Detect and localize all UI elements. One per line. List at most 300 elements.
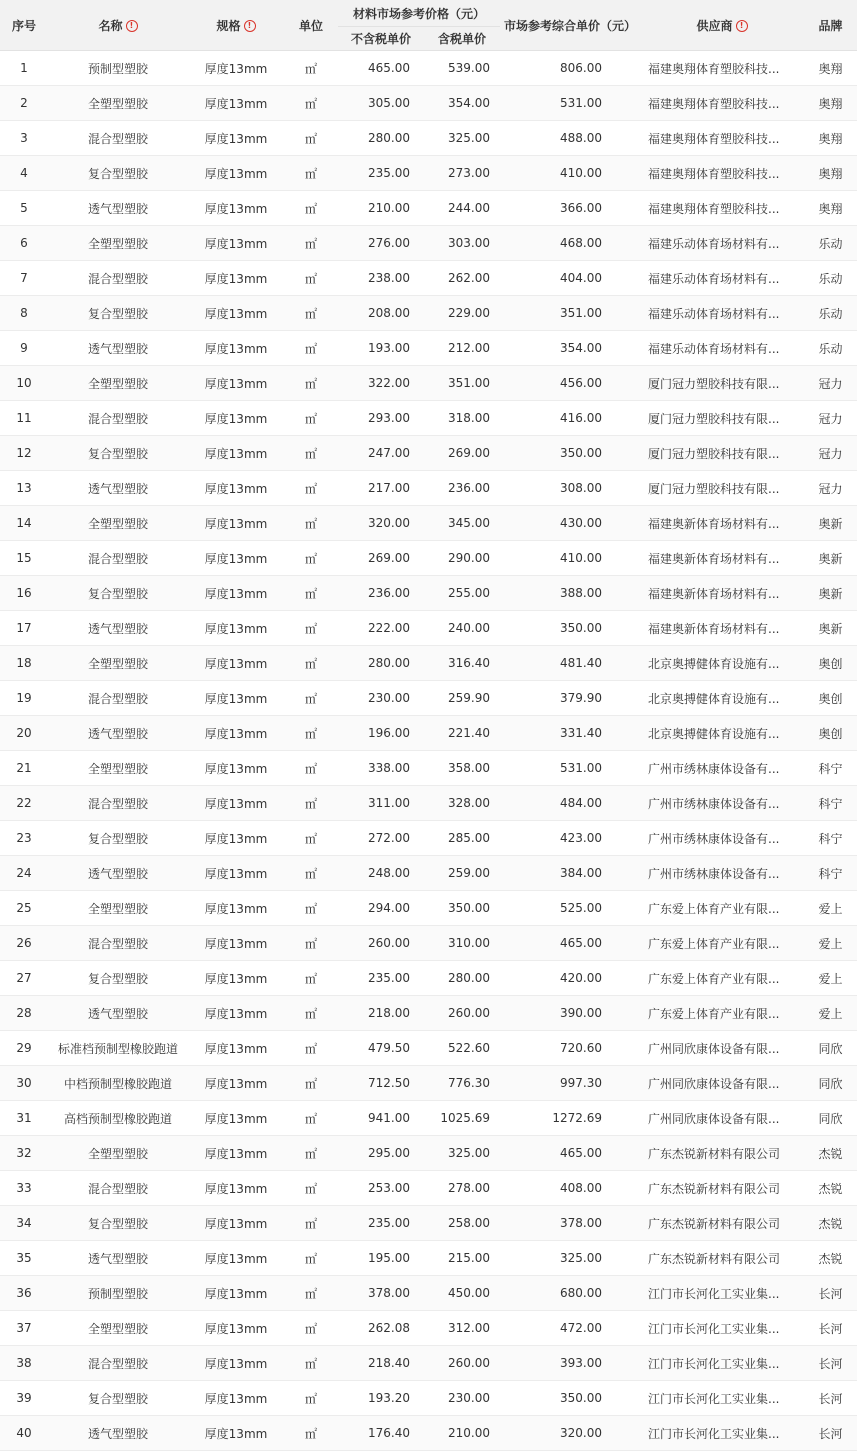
table-row [0, 716, 857, 751]
cell-price-incl-tax: 351.00 [424, 366, 500, 401]
cell-unit: ㎡ [284, 226, 338, 261]
cell-brand: 乐动 [804, 296, 857, 331]
cell-unit: ㎡ [284, 1276, 338, 1311]
cell-brand: 乐动 [804, 261, 857, 296]
cell-price-incl-tax: 310.00 [424, 926, 500, 961]
cell-composite-price: 388.00 [500, 576, 640, 611]
cell-unit: ㎡ [284, 121, 338, 156]
cell-index: 12 [0, 436, 48, 471]
table-row [0, 996, 857, 1031]
cell-unit: ㎡ [284, 1101, 338, 1136]
cell-price-excl-tax: 235.00 [338, 961, 424, 996]
cell-index: 38 [0, 1346, 48, 1381]
cell-brand: 冠力 [804, 436, 857, 471]
cell-spec: 厚度13mm [188, 156, 284, 191]
cell-spec: 厚度13mm [188, 996, 284, 1031]
cell-brand: 爱上 [804, 961, 857, 996]
cell-price-incl-tax: 312.00 [424, 1311, 500, 1346]
cell-spec: 厚度13mm [188, 86, 284, 121]
cell-price-excl-tax: 280.00 [338, 121, 424, 156]
cell-spec: 厚度13mm [188, 506, 284, 541]
cell-price-excl-tax: 269.00 [338, 541, 424, 576]
cell-name: 混合型塑胶 [48, 786, 188, 821]
cell-spec: 厚度13mm [188, 1311, 284, 1346]
cell-brand: 奥翔 [804, 156, 857, 191]
cell-index: 23 [0, 821, 48, 856]
cell-unit: ㎡ [284, 751, 338, 786]
table-row [0, 576, 857, 611]
cell-name: 标准档预制型橡胶跑道 [48, 1031, 188, 1066]
table-row [0, 1136, 857, 1171]
cell-price-excl-tax: 712.50 [338, 1066, 424, 1101]
cell-supplier: 厦门冠力塑胶科技有限... [640, 401, 804, 436]
cell-index: 36 [0, 1276, 48, 1311]
table-row [0, 51, 857, 86]
cell-name: 全塑型塑胶 [48, 366, 188, 401]
cell-brand: 爱上 [804, 926, 857, 961]
header-brand: 品牌 [804, 0, 857, 51]
cell-spec: 厚度13mm [188, 716, 284, 751]
cell-brand: 冠力 [804, 471, 857, 506]
header-composite-price: 市场参考综合单价（元） [500, 0, 640, 51]
cell-price-excl-tax: 260.00 [338, 926, 424, 961]
cell-composite-price: 488.00 [500, 121, 640, 156]
cell-spec: 厚度13mm [188, 121, 284, 156]
cell-price-incl-tax: 303.00 [424, 226, 500, 261]
cell-supplier: 广东爱上体育产业有限... [640, 961, 804, 996]
cell-brand: 同欣 [804, 1031, 857, 1066]
cell-index: 8 [0, 296, 48, 331]
cell-name: 透气型塑胶 [48, 331, 188, 366]
cell-name: 全塑型塑胶 [48, 646, 188, 681]
header-material-price-group: 材料市场参考价格（元） [338, 0, 500, 27]
cell-price-excl-tax: 253.00 [338, 1171, 424, 1206]
cell-index: 3 [0, 121, 48, 156]
cell-brand: 奥翔 [804, 86, 857, 121]
cell-price-incl-tax: 210.00 [424, 1416, 500, 1451]
cell-price-excl-tax: 479.50 [338, 1031, 424, 1066]
cell-composite-price: 351.00 [500, 296, 640, 331]
cell-composite-price: 806.00 [500, 51, 640, 86]
cell-supplier: 福建乐动体育场材料有... [640, 261, 804, 296]
cell-price-incl-tax: 240.00 [424, 611, 500, 646]
cell-price-incl-tax: 776.30 [424, 1066, 500, 1101]
cell-supplier: 福建奥翔体育塑胶科技... [640, 156, 804, 191]
cell-supplier: 北京奥搏健体育设施有... [640, 716, 804, 751]
cell-price-incl-tax: 539.00 [424, 51, 500, 86]
cell-price-excl-tax: 465.00 [338, 51, 424, 86]
cell-supplier: 广东杰锐新材料有限公司 [640, 1206, 804, 1241]
cell-composite-price: 481.40 [500, 646, 640, 681]
table-row [0, 156, 857, 191]
cell-name: 全塑型塑胶 [48, 891, 188, 926]
header-supplier-label: 供应商 [696, 18, 733, 33]
cell-name: 复合型塑胶 [48, 961, 188, 996]
cell-brand: 乐动 [804, 331, 857, 366]
header-name[interactable] [48, 0, 188, 51]
cell-brand: 爱上 [804, 996, 857, 1031]
cell-unit: ㎡ [284, 1346, 338, 1381]
cell-brand: 科宁 [804, 856, 857, 891]
cell-index: 1 [0, 51, 48, 86]
cell-supplier: 福建奥新体育场材料有... [640, 506, 804, 541]
cell-index: 5 [0, 191, 48, 226]
cell-unit: ㎡ [284, 86, 338, 121]
cell-name: 预制型塑胶 [48, 1276, 188, 1311]
header-spec[interactable] [188, 0, 284, 51]
cell-brand: 同欣 [804, 1101, 857, 1136]
cell-unit: ㎡ [284, 926, 338, 961]
cell-index: 31 [0, 1101, 48, 1136]
cell-unit: ㎡ [284, 996, 338, 1031]
cell-price-incl-tax: 345.00 [424, 506, 500, 541]
cell-price-excl-tax: 262.08 [338, 1311, 424, 1346]
cell-price-incl-tax: 350.00 [424, 891, 500, 926]
cell-composite-price: 350.00 [500, 611, 640, 646]
cell-price-incl-tax: 212.00 [424, 331, 500, 366]
cell-composite-price: 531.00 [500, 751, 640, 786]
cell-unit: ㎡ [284, 576, 338, 611]
cell-composite-price: 408.00 [500, 1171, 640, 1206]
cell-unit: ㎡ [284, 51, 338, 86]
cell-composite-price: 465.00 [500, 1136, 640, 1171]
cell-composite-price: 720.60 [500, 1031, 640, 1066]
cell-spec: 厚度13mm [188, 471, 284, 506]
cell-name: 复合型塑胶 [48, 1206, 188, 1241]
table-row [0, 1381, 857, 1416]
cell-brand: 乐动 [804, 226, 857, 261]
cell-name: 复合型塑胶 [48, 576, 188, 611]
cell-index: 14 [0, 506, 48, 541]
table-body [0, 51, 857, 1451]
cell-composite-price: 1272.69 [500, 1101, 640, 1136]
cell-price-incl-tax: 325.00 [424, 1136, 500, 1171]
cell-index: 13 [0, 471, 48, 506]
cell-composite-price: 430.00 [500, 506, 640, 541]
table-row [0, 366, 857, 401]
cell-unit: ㎡ [284, 471, 338, 506]
cell-price-excl-tax: 320.00 [338, 506, 424, 541]
cell-composite-price: 423.00 [500, 821, 640, 856]
cell-unit: ㎡ [284, 891, 338, 926]
cell-name: 混合型塑胶 [48, 681, 188, 716]
cell-brand: 冠力 [804, 366, 857, 401]
cell-supplier: 北京奥搏健体育设施有... [640, 681, 804, 716]
cell-name: 混合型塑胶 [48, 541, 188, 576]
cell-price-excl-tax: 276.00 [338, 226, 424, 261]
cell-name: 混合型塑胶 [48, 121, 188, 156]
cell-spec: 厚度13mm [188, 401, 284, 436]
cell-spec: 厚度13mm [188, 541, 284, 576]
cell-brand: 奥创 [804, 646, 857, 681]
cell-brand: 奥新 [804, 611, 857, 646]
cell-spec: 厚度13mm [188, 1241, 284, 1276]
cell-price-excl-tax: 280.00 [338, 646, 424, 681]
cell-index: 18 [0, 646, 48, 681]
cell-brand: 长河 [804, 1381, 857, 1416]
cell-price-excl-tax: 235.00 [338, 156, 424, 191]
cell-name: 全塑型塑胶 [48, 86, 188, 121]
cell-price-incl-tax: 354.00 [424, 86, 500, 121]
cell-price-excl-tax: 248.00 [338, 856, 424, 891]
cell-supplier: 江门市长河化工实业集... [640, 1276, 804, 1311]
cell-spec: 厚度13mm [188, 1066, 284, 1101]
cell-supplier: 福建奥新体育场材料有... [640, 576, 804, 611]
cell-composite-price: 390.00 [500, 996, 640, 1031]
cell-spec: 厚度13mm [188, 786, 284, 821]
cell-composite-price: 308.00 [500, 471, 640, 506]
cell-spec: 厚度13mm [188, 261, 284, 296]
header-supplier[interactable] [640, 0, 804, 51]
cell-supplier: 福建奥新体育场材料有... [640, 611, 804, 646]
cell-name: 复合型塑胶 [48, 296, 188, 331]
cell-brand: 杰锐 [804, 1241, 857, 1276]
cell-brand: 奥新 [804, 541, 857, 576]
cell-composite-price: 410.00 [500, 541, 640, 576]
cell-price-excl-tax: 218.00 [338, 996, 424, 1031]
cell-name: 复合型塑胶 [48, 156, 188, 191]
cell-brand: 长河 [804, 1346, 857, 1381]
cell-unit: ㎡ [284, 646, 338, 681]
cell-brand: 奥新 [804, 506, 857, 541]
cell-spec: 厚度13mm [188, 296, 284, 331]
cell-brand: 长河 [804, 1416, 857, 1451]
cell-index: 11 [0, 401, 48, 436]
info-icon[interactable]: ! [126, 20, 138, 32]
cell-price-excl-tax: 235.00 [338, 1206, 424, 1241]
cell-composite-price: 468.00 [500, 226, 640, 261]
cell-composite-price: 354.00 [500, 331, 640, 366]
cell-spec: 厚度13mm [188, 1171, 284, 1206]
cell-price-incl-tax: 318.00 [424, 401, 500, 436]
cell-spec: 厚度13mm [188, 681, 284, 716]
cell-index: 2 [0, 86, 48, 121]
cell-price-excl-tax: 217.00 [338, 471, 424, 506]
cell-name: 全塑型塑胶 [48, 1311, 188, 1346]
cell-index: 29 [0, 1031, 48, 1066]
cell-price-incl-tax: 236.00 [424, 471, 500, 506]
table-row [0, 1346, 857, 1381]
cell-price-incl-tax: 229.00 [424, 296, 500, 331]
cell-price-incl-tax: 244.00 [424, 191, 500, 226]
cell-index: 32 [0, 1136, 48, 1171]
table-row [0, 1416, 857, 1451]
cell-price-excl-tax: 305.00 [338, 86, 424, 121]
cell-index: 25 [0, 891, 48, 926]
cell-unit: ㎡ [284, 401, 338, 436]
table-row [0, 261, 857, 296]
cell-price-excl-tax: 378.00 [338, 1276, 424, 1311]
cell-spec: 厚度13mm [188, 366, 284, 401]
cell-supplier: 广州同欣康体设备有限... [640, 1101, 804, 1136]
cell-composite-price: 484.00 [500, 786, 640, 821]
table-row [0, 821, 857, 856]
cell-unit: ㎡ [284, 1416, 338, 1451]
cell-brand: 长河 [804, 1311, 857, 1346]
cell-unit: ㎡ [284, 1171, 338, 1206]
cell-composite-price: 350.00 [500, 1381, 640, 1416]
cell-composite-price: 384.00 [500, 856, 640, 891]
cell-spec: 厚度13mm [188, 576, 284, 611]
cell-brand: 奥新 [804, 576, 857, 611]
cell-spec: 厚度13mm [188, 751, 284, 786]
table-row [0, 786, 857, 821]
cell-price-incl-tax: 280.00 [424, 961, 500, 996]
cell-price-excl-tax: 294.00 [338, 891, 424, 926]
cell-unit: ㎡ [284, 1381, 338, 1416]
table-row [0, 681, 857, 716]
cell-spec: 厚度13mm [188, 1206, 284, 1241]
cell-supplier: 广东爱上体育产业有限... [640, 996, 804, 1031]
cell-name: 全塑型塑胶 [48, 1136, 188, 1171]
info-icon[interactable]: ! [244, 20, 256, 32]
cell-price-incl-tax: 255.00 [424, 576, 500, 611]
cell-supplier: 江门市长河化工实业集... [640, 1346, 804, 1381]
cell-spec: 厚度13mm [188, 1276, 284, 1311]
cell-supplier: 福建奥翔体育塑胶科技... [640, 86, 804, 121]
cell-supplier: 广州同欣康体设备有限... [640, 1031, 804, 1066]
cell-price-incl-tax: 316.40 [424, 646, 500, 681]
cell-spec: 厚度13mm [188, 926, 284, 961]
table-header [0, 0, 857, 51]
cell-unit: ㎡ [284, 331, 338, 366]
cell-brand: 奥创 [804, 716, 857, 751]
cell-name: 混合型塑胶 [48, 261, 188, 296]
cell-price-excl-tax: 238.00 [338, 261, 424, 296]
table-row [0, 1206, 857, 1241]
cell-price-excl-tax: 272.00 [338, 821, 424, 856]
cell-name: 复合型塑胶 [48, 1381, 188, 1416]
table-row [0, 191, 857, 226]
cell-price-excl-tax: 311.00 [338, 786, 424, 821]
cell-price-incl-tax: 260.00 [424, 996, 500, 1031]
cell-price-incl-tax: 278.00 [424, 1171, 500, 1206]
cell-name: 透气型塑胶 [48, 611, 188, 646]
cell-index: 4 [0, 156, 48, 191]
cell-brand: 科宁 [804, 821, 857, 856]
table-row [0, 1066, 857, 1101]
cell-unit: ㎡ [284, 541, 338, 576]
table-row [0, 856, 857, 891]
cell-composite-price: 680.00 [500, 1276, 640, 1311]
cell-composite-price: 379.90 [500, 681, 640, 716]
cell-composite-price: 331.40 [500, 716, 640, 751]
cell-index: 35 [0, 1241, 48, 1276]
table-row [0, 86, 857, 121]
cell-index: 20 [0, 716, 48, 751]
cell-price-excl-tax: 208.00 [338, 296, 424, 331]
table-row [0, 296, 857, 331]
cell-composite-price: 472.00 [500, 1311, 640, 1346]
cell-price-excl-tax: 193.00 [338, 331, 424, 366]
cell-brand: 杰锐 [804, 1136, 857, 1171]
cell-spec: 厚度13mm [188, 856, 284, 891]
cell-price-incl-tax: 290.00 [424, 541, 500, 576]
cell-price-excl-tax: 247.00 [338, 436, 424, 471]
cell-price-excl-tax: 210.00 [338, 191, 424, 226]
cell-price-excl-tax: 196.00 [338, 716, 424, 751]
cell-supplier: 广东爱上体育产业有限... [640, 891, 804, 926]
cell-name: 透气型塑胶 [48, 471, 188, 506]
cell-composite-price: 325.00 [500, 1241, 640, 1276]
cell-unit: ㎡ [284, 1136, 338, 1171]
cell-spec: 厚度13mm [188, 1346, 284, 1381]
cell-index: 39 [0, 1381, 48, 1416]
cell-composite-price: 393.00 [500, 1346, 640, 1381]
cell-spec: 厚度13mm [188, 1136, 284, 1171]
cell-composite-price: 531.00 [500, 86, 640, 121]
cell-unit: ㎡ [284, 821, 338, 856]
cell-price-incl-tax: 273.00 [424, 156, 500, 191]
table-row [0, 646, 857, 681]
cell-brand: 长河 [804, 1276, 857, 1311]
cell-index: 24 [0, 856, 48, 891]
cell-composite-price: 997.30 [500, 1066, 640, 1101]
cell-supplier: 广东杰锐新材料有限公司 [640, 1136, 804, 1171]
cell-brand: 奥翔 [804, 121, 857, 156]
cell-price-incl-tax: 325.00 [424, 121, 500, 156]
cell-unit: ㎡ [284, 961, 338, 996]
cell-price-incl-tax: 269.00 [424, 436, 500, 471]
cell-unit: ㎡ [284, 856, 338, 891]
cell-name: 透气型塑胶 [48, 1241, 188, 1276]
table-row [0, 751, 857, 786]
cell-price-excl-tax: 222.00 [338, 611, 424, 646]
cell-supplier: 福建奥新体育场材料有... [640, 541, 804, 576]
cell-spec: 厚度13mm [188, 1416, 284, 1451]
cell-supplier: 福建奥翔体育塑胶科技... [640, 121, 804, 156]
cell-price-excl-tax: 295.00 [338, 1136, 424, 1171]
cell-brand: 同欣 [804, 1066, 857, 1101]
cell-name: 中档预制型橡胶跑道 [48, 1066, 188, 1101]
cell-price-incl-tax: 221.40 [424, 716, 500, 751]
cell-unit: ㎡ [284, 786, 338, 821]
cell-supplier: 广东爱上体育产业有限... [640, 926, 804, 961]
cell-unit: ㎡ [284, 366, 338, 401]
header-name-label: 名称 [98, 18, 123, 33]
cell-price-incl-tax: 1025.69 [424, 1101, 500, 1136]
info-icon[interactable]: ! [736, 20, 748, 32]
cell-composite-price: 465.00 [500, 926, 640, 961]
cell-spec: 厚度13mm [188, 331, 284, 366]
cell-price-incl-tax: 262.00 [424, 261, 500, 296]
cell-price-incl-tax: 215.00 [424, 1241, 500, 1276]
cell-name: 混合型塑胶 [48, 1171, 188, 1206]
cell-brand: 爱上 [804, 891, 857, 926]
cell-price-incl-tax: 358.00 [424, 751, 500, 786]
cell-unit: ㎡ [284, 1241, 338, 1276]
cell-supplier: 北京奥搏健体育设施有... [640, 646, 804, 681]
cell-name: 透气型塑胶 [48, 996, 188, 1031]
cell-unit: ㎡ [284, 1311, 338, 1346]
cell-unit: ㎡ [284, 191, 338, 226]
cell-index: 7 [0, 261, 48, 296]
cell-spec: 厚度13mm [188, 1031, 284, 1066]
cell-price-incl-tax: 259.90 [424, 681, 500, 716]
cell-unit: ㎡ [284, 1031, 338, 1066]
cell-price-incl-tax: 450.00 [424, 1276, 500, 1311]
cell-spec: 厚度13mm [188, 1381, 284, 1416]
cell-brand: 杰锐 [804, 1206, 857, 1241]
cell-price-incl-tax: 285.00 [424, 821, 500, 856]
cell-spec: 厚度13mm [188, 436, 284, 471]
table-row [0, 611, 857, 646]
cell-supplier: 广州市绣林康体设备有... [640, 821, 804, 856]
cell-supplier: 厦门冠力塑胶科技有限... [640, 366, 804, 401]
table-row [0, 436, 857, 471]
table-row [0, 121, 857, 156]
cell-name: 高档预制型橡胶跑道 [48, 1101, 188, 1136]
